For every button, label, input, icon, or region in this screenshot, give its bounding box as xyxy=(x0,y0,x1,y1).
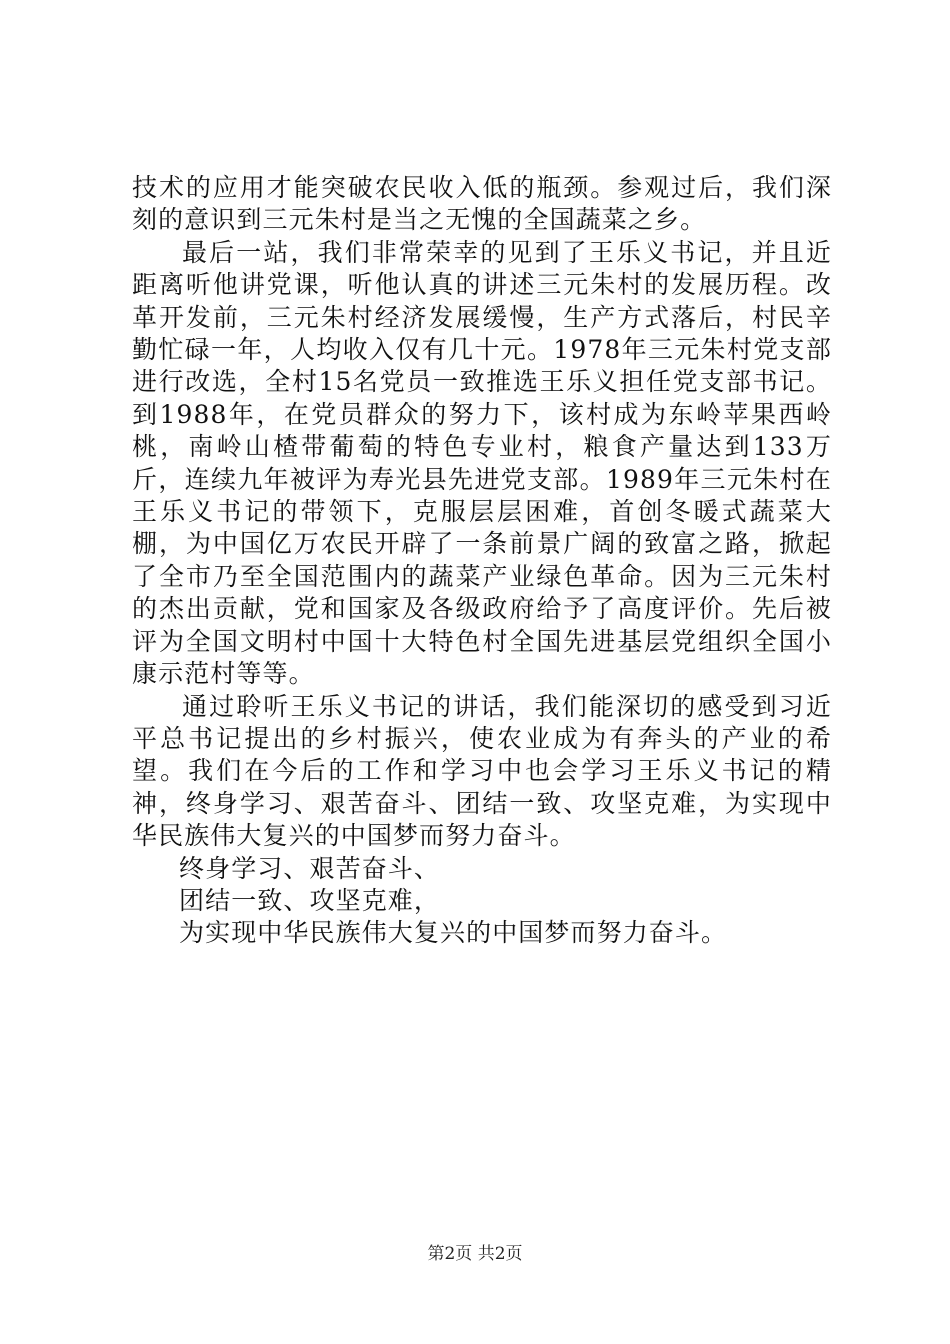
paragraph-continuation: 技术的应用才能突破农民收入低的瓶颈。参观过后，我们深刻的意识到三元朱村是当之无愧的全国蔬菜之乡。 xyxy=(132,173,832,235)
page-number-footer: 第2页 共2页 xyxy=(427,1244,523,1264)
closing-line-1: 终身学习、艰苦奋斗、 xyxy=(179,853,441,883)
document-body xyxy=(132,172,832,950)
closing-line-3: 为实现中华民族伟大复兴的中国梦而努力奋斗。 xyxy=(179,918,728,948)
paragraph-reflection: 通过聆听王乐义书记的讲话，我们能深切的感受到习近平总书记提出的乡村振兴，使农业成为有奔头的产业的希望。我们在今后的工作和学习中也会学习王乐义书记的精神，终身学习、艰苦奋斗、团结一致、攻坚克难，为实现中华民族伟大复兴的中国梦而努力奋斗。 xyxy=(132,691,832,851)
paragraph-last-stop: 最后一站，我们非常荣幸的见到了王乐义书记，并且近距离听他讲党课，听他认真的讲述三元朱村的发展历程。改革开发前，三元朱村经济发展缓慢，生产方式落后，村民辛勤忙碌一年，人均收入仅有几十元。1978年三元朱村党支部进行改选，全村15名党员一致推选王乐义担任党支部书记。到1988年，在党员群众的努力下，该村成为东岭苹果西岭桃，南岭山楂带葡萄的特色专业村，粮食产量达到133万斤，连续九年被评为寿光县先进党支部。1989年三元朱村在王乐义书记的带领下，克服层层困难，首创冬暖式蔬菜大棚，为中国亿万农民开辟了一条前景广阔的致富之路，掀起了全市乃至全国范围内的蔬菜产业绿色革命。因为三元朱村的杰出贡献，党和国家及各级政府给予了高度评价。先后被评为全国文明村中国十大特色村全国先进基层党组织全国小康示范村等等。 xyxy=(132,237,832,689)
closing-line-2: 团结一致、攻坚克难， xyxy=(179,885,441,915)
